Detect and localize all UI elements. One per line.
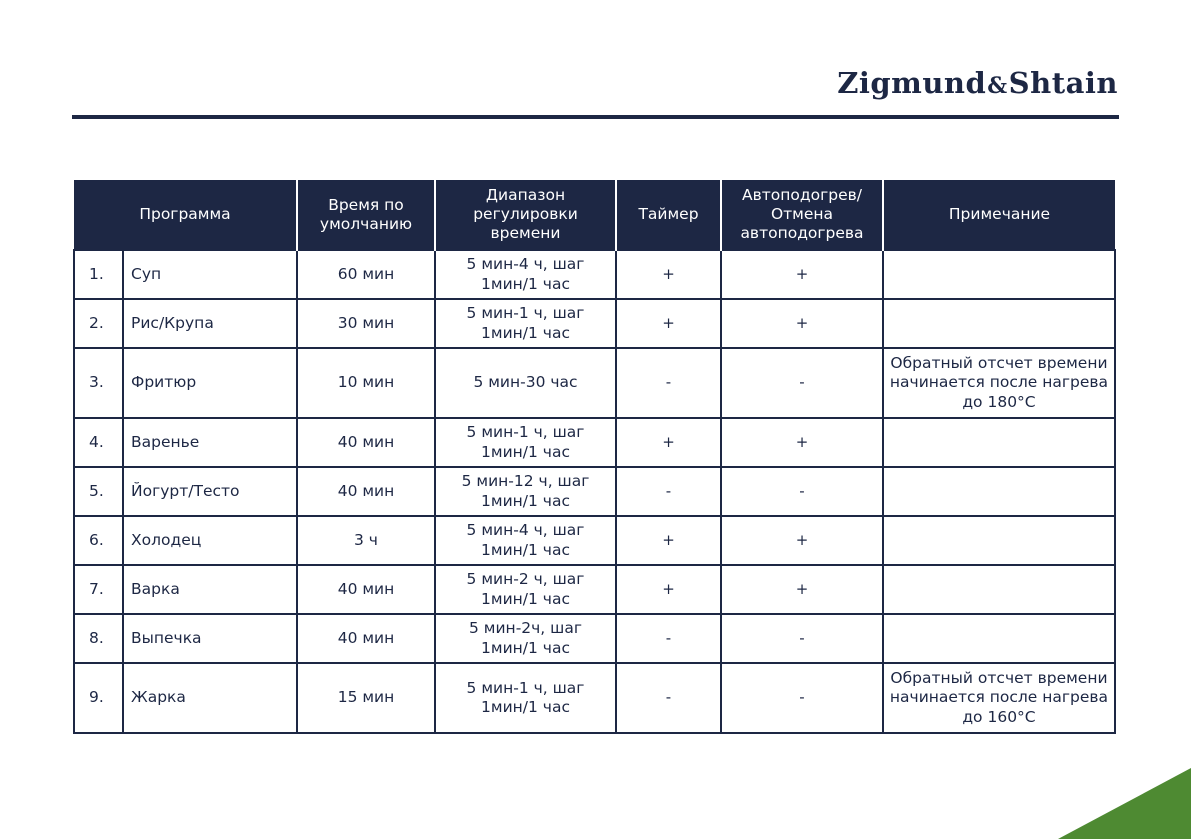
default-time: 30 мин <box>297 299 435 348</box>
table-row <box>74 516 1115 565</box>
program-name: Рис/Крупа <box>123 299 297 348</box>
time-range: 5 мин-2ч, шаг 1мин/1 час <box>435 614 616 663</box>
time-range: 5 мин-30 час <box>435 348 616 418</box>
time-range: 5 мин-12 ч, шаг 1мин/1 час <box>435 467 616 516</box>
row-number: 5. <box>74 467 123 516</box>
brand-logo-part1: Zigmund <box>837 66 987 100</box>
brand-logo-part2: Shtain <box>1008 66 1118 100</box>
autoheat-mark: + <box>721 250 883 299</box>
note <box>883 467 1115 516</box>
autoheat-mark: + <box>721 418 883 467</box>
header-range: Диапазон регулировки времени <box>435 180 616 250</box>
row-number: 4. <box>74 418 123 467</box>
timer-mark: + <box>616 565 721 614</box>
row-number: 8. <box>74 614 123 663</box>
default-time: 40 мин <box>297 565 435 614</box>
timer-mark: + <box>616 418 721 467</box>
header-timer: Таймер <box>616 180 721 250</box>
note <box>883 418 1115 467</box>
autoheat-mark: + <box>721 565 883 614</box>
autoheat-mark: + <box>721 516 883 565</box>
default-time: 40 мин <box>297 614 435 663</box>
row-number: 3. <box>74 348 123 418</box>
autoheat-mark: - <box>721 348 883 418</box>
autoheat-mark: - <box>721 614 883 663</box>
autoheat-mark: - <box>721 467 883 516</box>
note <box>883 516 1115 565</box>
table-row <box>74 614 1115 663</box>
time-range: 5 мин-1 ч, шаг 1мин/1 час <box>435 299 616 348</box>
row-number: 1. <box>74 250 123 299</box>
timer-mark: - <box>616 348 721 418</box>
brand-logo-ampersand: & <box>987 73 1008 99</box>
table-row <box>74 250 1115 299</box>
time-range: 5 мин-4 ч, шаг 1мин/1 час <box>435 250 616 299</box>
timer-mark: - <box>616 663 721 733</box>
note <box>883 299 1115 348</box>
note: Обратный отсчет времени начинается после нагрева до 160°С <box>883 663 1115 733</box>
program-name: Жарка <box>123 663 297 733</box>
row-number: 7. <box>74 565 123 614</box>
default-time: 3 ч <box>297 516 435 565</box>
note: Обратный отсчет времени начинается после нагрева до 180°С <box>883 348 1115 418</box>
table-row <box>74 348 1115 418</box>
note <box>883 614 1115 663</box>
program-name: Выпечка <box>123 614 297 663</box>
note <box>883 565 1115 614</box>
table-row <box>74 565 1115 614</box>
header-note: Примечание <box>883 180 1115 250</box>
timer-mark: + <box>616 516 721 565</box>
program-name: Холодец <box>123 516 297 565</box>
default-time: 40 мин <box>297 418 435 467</box>
table-row <box>74 663 1115 733</box>
timer-mark: + <box>616 299 721 348</box>
header-autoheat: Автоподогрев/ Отмена автоподогрева <box>721 180 883 250</box>
program-name: Варка <box>123 565 297 614</box>
timer-mark: - <box>616 614 721 663</box>
default-time: 40 мин <box>297 467 435 516</box>
programs-table <box>73 180 1116 734</box>
time-range: 5 мин-1 ч, шаг 1мин/1 час <box>435 663 616 733</box>
note <box>883 250 1115 299</box>
table-row <box>74 418 1115 467</box>
program-name: Варенье <box>123 418 297 467</box>
table-row <box>74 467 1115 516</box>
autoheat-mark: - <box>721 663 883 733</box>
header-program: Программа <box>74 180 297 250</box>
autoheat-mark: + <box>721 299 883 348</box>
program-name: Суп <box>123 250 297 299</box>
program-name: Йогурт/Тесто <box>123 467 297 516</box>
timer-mark: - <box>616 467 721 516</box>
default-time: 15 мин <box>297 663 435 733</box>
brand-logo <box>837 66 1118 100</box>
time-range: 5 мин-4 ч, шаг 1мин/1 час <box>435 516 616 565</box>
row-number: 2. <box>74 299 123 348</box>
default-time: 60 мин <box>297 250 435 299</box>
table-row <box>74 299 1115 348</box>
header-default-time: Время по умолчанию <box>297 180 435 250</box>
time-range: 5 мин-1 ч, шаг 1мин/1 час <box>435 418 616 467</box>
row-number: 9. <box>74 663 123 733</box>
time-range: 5 мин-2 ч, шаг 1мин/1 час <box>435 565 616 614</box>
row-number: 6. <box>74 516 123 565</box>
program-name: Фритюр <box>123 348 297 418</box>
timer-mark: + <box>616 250 721 299</box>
default-time: 10 мин <box>297 348 435 418</box>
header-divider <box>72 115 1119 119</box>
corner-accent <box>1058 768 1191 839</box>
table-header-row <box>74 180 1115 250</box>
